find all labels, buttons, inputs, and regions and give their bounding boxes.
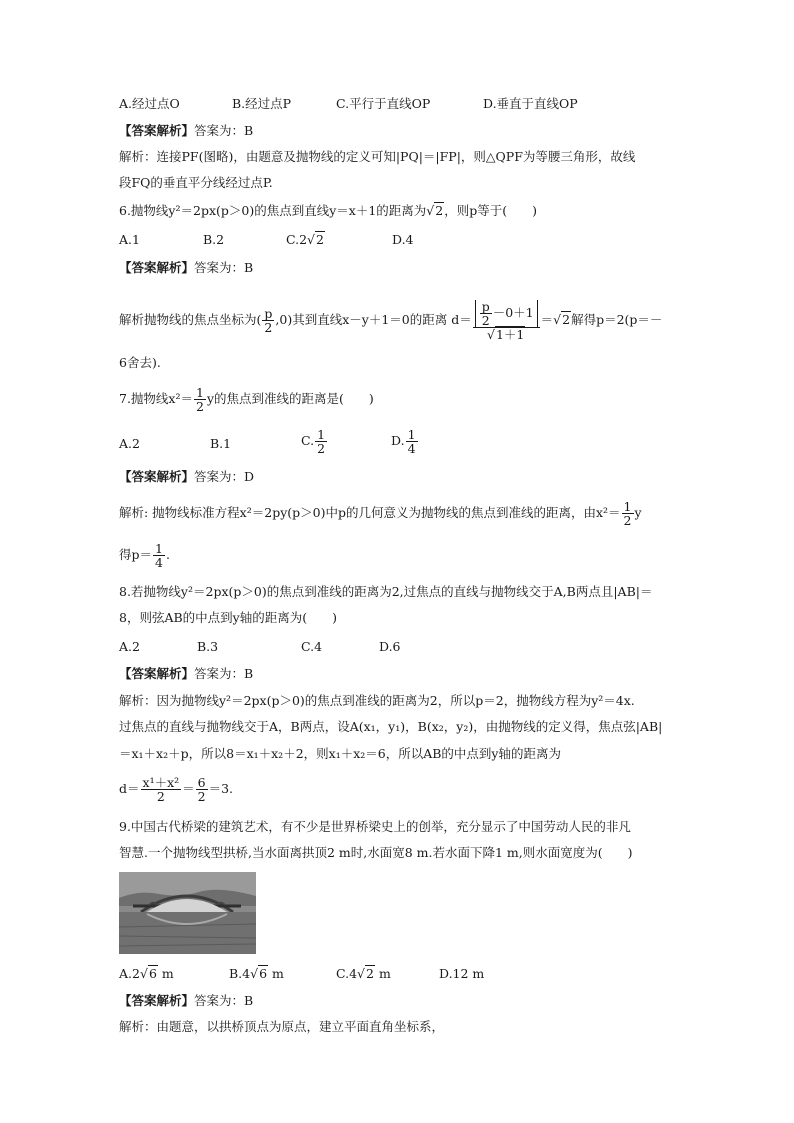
q7-option-d	[391, 428, 419, 455]
q5-answer	[119, 123, 253, 139]
analysis-text: ＝3.	[208, 781, 234, 796]
numerator: 1	[623, 499, 632, 514]
bridge-photo	[119, 872, 256, 954]
sqrt-expression: √2	[307, 232, 324, 247]
radicand: 2	[562, 312, 571, 327]
analysis-text: d＝	[119, 781, 140, 796]
q9-stem-line1: 9.中国古代桥梁的建筑艺术，有不少是世界桥梁史上的创举，充分显示了中国劳动人民的非凡	[119, 819, 631, 834]
sqrt-expression: √1＋1	[486, 327, 525, 342]
denominator: 4	[407, 441, 416, 456]
denominator: 2	[264, 320, 273, 335]
fraction	[153, 542, 165, 569]
sqrt-expression: √6	[250, 966, 268, 981]
fraction	[196, 776, 208, 803]
answer-value: 答案为：B	[194, 993, 254, 1008]
option-text: B.4	[229, 966, 251, 981]
q9-stem-line2: 智慧.一个抛物线型拱桥,当水面离拱顶2 m时,水面宽8 m.若水面下降1 m,则水面宽度为( )	[119, 845, 633, 860]
numerator: x¹＋x²	[142, 775, 180, 790]
q7-option-a: A.2	[119, 436, 140, 451]
distance-fraction	[473, 300, 540, 341]
q7-option-c	[301, 428, 328, 455]
q5-option-d: D.垂直于直线OP	[483, 96, 578, 111]
analysis-text: 得p＝	[119, 547, 153, 562]
q7-stem	[119, 384, 374, 414]
answer-tag: 【答案解析】	[119, 260, 195, 275]
q9-option-a	[119, 966, 174, 982]
fraction	[141, 776, 182, 803]
q9-option-d: D.12 m	[439, 966, 485, 981]
q5-option-c: C.平行于直线OP	[336, 96, 431, 111]
fraction	[194, 386, 206, 413]
option-text: A.2	[119, 966, 140, 981]
option-text: D.	[391, 433, 405, 448]
analysis-text: y	[634, 505, 642, 520]
denominator: 2	[623, 513, 632, 528]
q7-options	[119, 428, 679, 460]
analysis-text: ＝	[540, 312, 554, 327]
q8-analysis-line1: 解析：因为抛物线y²＝2px(p＞0)的焦点到准线的距离为2，所以p＝2，抛物线方程为y²＝4x.	[119, 693, 635, 708]
option-unit: m	[157, 966, 174, 981]
q9-option-b	[229, 966, 284, 982]
q8-option-a: A.2	[119, 639, 140, 654]
numerator: p	[264, 306, 273, 321]
fraction	[406, 428, 418, 455]
q6-option-c	[286, 232, 325, 248]
sqrt-expression: √2	[357, 966, 374, 981]
denominator: 2	[197, 789, 206, 804]
radicand: 2	[316, 232, 324, 247]
answer-tag: 【答案解析】	[119, 666, 195, 681]
q5-option-b: B.经过点P	[232, 96, 292, 111]
radicand: 6	[259, 966, 268, 981]
analysis-text: 解析抛物线的焦点坐标为(	[119, 312, 262, 327]
q8-analysis-line2: 过焦点的直线与抛物线交于A，B两点，设A(x₁，y₁)，B(x₂，y₂)，由抛物线的定义得，焦点弦|AB|	[119, 719, 663, 734]
option-text: C.	[301, 433, 315, 448]
bridge-illustration	[119, 872, 256, 954]
radicand: 6	[148, 966, 157, 981]
analysis-text: 解析: 抛物线标准方程x²＝2py(p＞0)中p的几何意义为抛物线的焦点到准线的距离，由x²＝	[119, 505, 621, 520]
radicand: 2	[435, 203, 444, 218]
fraction	[262, 307, 274, 334]
denominator: 4	[155, 555, 163, 570]
analysis-text: 解得p＝2(p＝－	[571, 312, 663, 327]
denominator: 2	[196, 399, 204, 414]
q5-option-a: A.经过点O	[119, 96, 180, 111]
q6-option-a: A.1	[119, 232, 140, 247]
q5-analysis-line1: 解析：连接PF(图略)，由题意及抛物线的定义可知|PQ|＝|FP|，则△QPF为等腰三角形，故线	[119, 149, 636, 164]
numerator: 1	[317, 427, 326, 442]
q8-options	[119, 639, 679, 657]
q5-options	[119, 96, 679, 114]
q6-answer	[119, 260, 253, 276]
sqrt-expression: √2	[426, 203, 444, 218]
answer-value: 答案为：B	[194, 260, 254, 275]
answer-value: 答案为：D	[194, 469, 255, 484]
q7-stem-text-end: y的焦点到准线的距离是( )	[206, 391, 374, 406]
numerator: 6	[197, 775, 206, 790]
fraction	[622, 500, 634, 527]
option-text: C.4	[336, 966, 358, 981]
numerator-rest: －0＋1	[492, 305, 534, 320]
analysis-text: ＝	[182, 781, 195, 796]
q9-option-c	[336, 966, 391, 982]
q7-answer	[119, 469, 254, 485]
q6-stem-text: 6.抛物线y²＝2px(p＞0)的焦点到直线y＝x＋1的距离为	[119, 203, 427, 218]
analysis-text: ,0)其到直线x－y＋1＝0的距离 d＝	[275, 312, 472, 327]
numerator: 1	[155, 541, 163, 556]
q6-option-d: D.4	[392, 232, 414, 247]
q9-answer	[119, 993, 253, 1009]
q6-options	[119, 232, 679, 250]
q8-analysis-line3: ＝x₁＋x₂＋p，所以8＝x₁＋x₂＋2，则x₁＋x₂＝6，所以AB的中点到y轴的距离为	[119, 746, 561, 761]
q7-option-b: B.1	[210, 436, 232, 451]
q8-analysis-line4	[119, 774, 233, 804]
q6-analysis-line1	[119, 300, 662, 341]
denominator: 2	[317, 441, 326, 456]
fraction	[315, 428, 327, 455]
q8-stem-line1: 8.若抛物线y²＝2px(p＞0)的焦点到准线的距离为2,过焦点的直线与抛物线交于A,B两点且|AB|＝	[119, 584, 653, 599]
q9-analysis-line1: 解析：由题意，以拱桥顶点为原点，建立平面直角坐标系，	[119, 1019, 445, 1034]
denominator: 2	[156, 789, 165, 804]
q9-options	[119, 966, 679, 984]
sqrt-expression: √6	[139, 966, 157, 981]
q7-analysis-line2	[119, 540, 170, 570]
radicand: 2	[366, 966, 374, 981]
q7-analysis-line1	[119, 498, 642, 528]
numerator: 1	[407, 427, 416, 442]
q8-option-c: C.4	[301, 639, 323, 654]
answer-value: 答案为：B	[194, 123, 254, 138]
numerator: 1	[196, 385, 204, 400]
answer-tag: 【答案解析】	[119, 993, 195, 1008]
answer-tag: 【答案解析】	[119, 469, 195, 484]
absolute-value	[475, 300, 538, 327]
radicand: 1＋1	[495, 327, 525, 342]
denominator: 2	[481, 313, 490, 328]
answer-tag: 【答案解析】	[119, 123, 195, 138]
analysis-text: .	[165, 547, 170, 562]
sqrt-expression: √2	[553, 312, 571, 327]
q6-stem	[119, 203, 537, 219]
denominator	[473, 328, 540, 341]
q6-option-b: B.2	[203, 232, 225, 247]
answer-value: 答案为：B	[194, 666, 254, 681]
q6-analysis-line2: 6舍去).	[119, 355, 161, 370]
q6-stem-text-end: ，则p等于( )	[444, 203, 537, 218]
q8-stem-line2: 8，则弦AB的中点到y轴的距离为( )	[119, 610, 337, 625]
q7-stem-text: 7.抛物线x²＝	[119, 391, 193, 406]
q8-answer	[119, 666, 253, 682]
numerator	[473, 300, 540, 328]
option-text: C.2	[286, 232, 308, 247]
q5-analysis-line2: 段FQ的垂直平分线经过点P.	[119, 175, 273, 190]
option-unit: m	[374, 966, 391, 981]
option-unit: m	[268, 966, 284, 981]
q8-option-d: D.6	[379, 639, 401, 654]
numerator: p	[481, 299, 490, 314]
fraction	[480, 300, 492, 327]
q8-option-b: B.3	[197, 639, 219, 654]
